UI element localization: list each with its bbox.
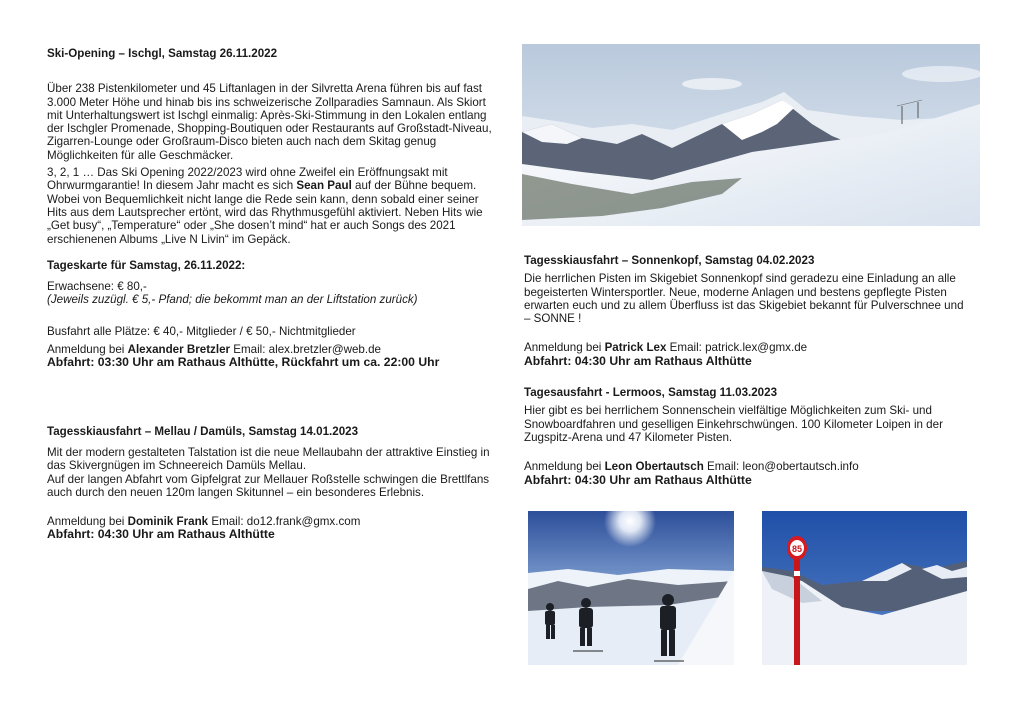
right-column bbox=[524, 254, 964, 487]
departure-sonnenkopf: Abfahrt: 04:30 Uhr am Rathaus Althütte bbox=[524, 353, 752, 368]
contact-email: Email: leon@obertautsch.info bbox=[703, 460, 859, 474]
contact-name: Dominik Frank bbox=[127, 515, 209, 529]
mellau-paragraph-2: Auf der langen Abfahrt vom Gipfelgrat zur Mellauer Roßstelle schwingen die Brettlfans auch durch den neuen 120m langen Skitunnel – ein besonderes Erlebnis. bbox=[47, 472, 490, 499]
slope-marker-photo bbox=[762, 511, 967, 665]
contact-email: Email: patrick.lex@gmx.de bbox=[666, 341, 808, 355]
ischgl-paragraph-1: Über 238 Pistenkilometer und 45 Liftanlagen in der Silvretta Arena führen bis auf fast 3.000 Meter Höhe und hinab bis ins schweizerische Zollparadies Samnaun. Als Skiort mit Unterhaltungswert ist Ischgl einmalig: Après-Ski-Stimmung in den Lokalen entlang der Ischgler Promenade, Shopping-Boutiquen oder Restaurants auf Großstadt-Niveau, Zigarren-Lounge oder Großraum-Disco bieten auch nach dem Skitag genug Möglichkeiten für alle Geschmäcker. bbox=[47, 82, 492, 162]
departure-ischgl: Abfahrt: 03:30 Uhr am Rathaus Althütte, Rückfahrt um ca. 22:00 Uhr bbox=[47, 355, 440, 370]
section-title-ischgl: Ski-Opening – Ischgl, Samstag 26.11.2022 bbox=[47, 47, 278, 60]
registration-frank: Anmeldung bei Dominik Frank Email: do12.frank@gmx.com bbox=[47, 515, 361, 529]
section-title-sonnenkopf: Tagesskiausfahrt – Sonnenkopf, Samstag 04.02.2023 bbox=[524, 254, 815, 267]
contact-name: Leon Obertautsch bbox=[604, 460, 704, 474]
registration-obertautsch: Anmeldung bei Leon Obertautsch Email: leon@obertautsch.info bbox=[524, 460, 859, 474]
lermoos-paragraph: Hier gibt es bei herrlichem Sonnenschein vielfältige Möglichkeiten zum Ski- und Snowboardfahren und geselligen Einkehrschwüngen. 100 Kilometer Loipen in der Zugspitz-Arena und 47 Kilometer Pisten. bbox=[524, 404, 943, 444]
registration-bretzler: Anmeldung bei Alexander Bretzler Email: alex.bretzler@web.de bbox=[47, 343, 381, 357]
contact-name: Alexander Bretzler bbox=[127, 343, 231, 357]
contact-email: Email: do12.frank@gmx.com bbox=[208, 515, 361, 529]
price-deposit-note: (Jeweils zuzügl. € 5,- Pfand; die bekommt man an der Liftstation zurück) bbox=[47, 293, 418, 307]
contact-email: Email: alex.bretzler@web.de bbox=[230, 343, 381, 357]
mellau-paragraph-1: Mit der modern gestalteten Talstation ist die neue Mellaubahn der attraktive Einstieg in das Skivergnügen im Schneereich Damüls Mellau. bbox=[47, 445, 490, 473]
section-title-mellau: Tagesskiausfahrt – Mellau / Damüls, Samstag 14.01.2023 bbox=[47, 424, 359, 438]
departure-lermoos: Abfahrt: 04:30 Uhr am Rathaus Althütte bbox=[524, 472, 752, 487]
section-title-lermoos: Tagesausfahrt - Lermoos, Samstag 11.03.2023 bbox=[524, 386, 778, 400]
contact-name: Patrick Lex bbox=[604, 341, 667, 355]
slope-number-label: 85 bbox=[791, 544, 803, 554]
sonnenkopf-paragraph: Die herrlichen Pisten im Skigebiet Sonnenkopf sind geradezu eine Einladung an alle begeisterten Wintersportler. Neue, moderne Anlagen und bestens gepflegte Pisten erwarten euch und zu allem Überfluss ist das Skigebiet bekannt für Pulverschnee und – SONNE ! bbox=[524, 272, 964, 326]
departure-mellau: Abfahrt: 04:30 Uhr am Rathaus Althütte bbox=[47, 527, 275, 542]
mountain-panorama-photo bbox=[522, 44, 980, 226]
registration-lex: Anmeldung bei Patrick Lex Email: patrick.lex@gmx.de bbox=[524, 341, 808, 355]
left-column bbox=[47, 47, 495, 542]
price-adults: Erwachsene: € 80,- bbox=[47, 280, 147, 294]
ischgl-paragraph-2: 3, 2, 1 … Das Ski Opening 2022/2023 wird ohne Zweifel ein Eröffnungsakt mit Ohrwurmgarantie! In diesem Jahr macht es sich Sean Paul auf der Bühne bequem. Wobei von Bequemlichkeit nicht lange die Rede sein kann, denn sobald einer seiner Hits aus dem Lautsprecher ertönt, wird das Rhythmusgefühl aktiviert. Neben Hits wie „Get busy“, „Temperature“ oder „She dosen’t mind“ hat er auch Songs des 2021 erschienenen Albums „Live N Livin“ im Gepäck. bbox=[47, 166, 483, 246]
bus-price: Busfahrt alle Plätze: € 40,- Mitglieder / € 50,- Nichtmitglieder bbox=[47, 324, 356, 338]
section-title-tageskarte: Tageskarte für Samstag, 26.11.2022: bbox=[47, 258, 246, 272]
artist-name: Sean Paul bbox=[296, 179, 352, 193]
skiers-sun-photo bbox=[528, 511, 734, 665]
